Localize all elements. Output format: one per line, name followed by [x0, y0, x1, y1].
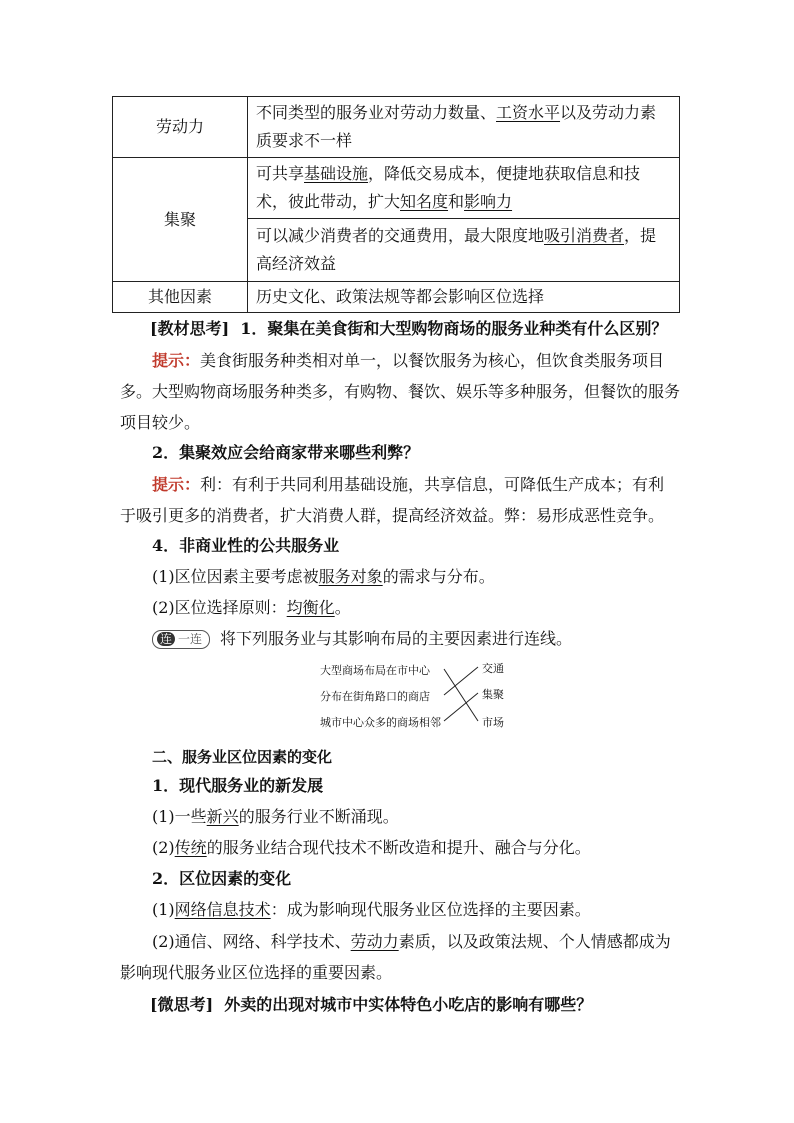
- part-2-subsection-1-title: 1．现代服务业的新发展: [152, 776, 324, 795]
- row-content: [248, 219, 680, 282]
- underlined-keyword: 吸引消费者: [544, 226, 625, 245]
- row-label: 劳动力: [113, 97, 248, 158]
- micro-think-question: [微思考] 外卖的出现对城市中实体特色小吃店的影响有哪些？: [150, 995, 593, 1014]
- text-segment: 可共享: [256, 164, 305, 183]
- hint-label: 提示：: [152, 351, 201, 370]
- underlined-keyword: 知名度: [400, 192, 449, 211]
- match-left-item: 大型商场布局在市中心: [320, 664, 430, 677]
- match-link-line: [444, 667, 478, 695]
- location-factors-table: [112, 96, 680, 313]
- micro-think-tag: [微思考]: [150, 995, 214, 1014]
- section-4-line-1: (1)区位因素主要考虑被服务对象的需求与分布。: [152, 567, 495, 586]
- section-4-title: 4．非商业性的公共服务业: [152, 536, 340, 555]
- part-2-subsection-2-line-1: (1)网络信息技术：成为影响现代服务业区位选择的主要因素。: [152, 900, 591, 919]
- hint-label: 提示：: [152, 475, 201, 494]
- part-2-heading: 二、服务业区位因素的变化: [152, 748, 333, 766]
- hint-answer-1: 提示：美食街服务种类相对单一，以餐饮服务为核心，但饮食类服务项目多。大型购物商场服务种类多，有购物、餐饮、娱乐等多种服务，但餐饮的服务项目较少。: [120, 351, 681, 432]
- match-right-item: 交通: [482, 662, 504, 675]
- row-label: 其他因素: [113, 282, 248, 313]
- row-content: [248, 158, 680, 219]
- match-right-item: 市场: [482, 716, 504, 729]
- match-left-item: 城市中心众多的商场相邻: [320, 716, 441, 729]
- text-segment: 以及劳动力素质要求不一样: [256, 103, 657, 150]
- textbook-think-question-2: 2．集聚效应会给商家带来哪些利弊？: [152, 443, 420, 462]
- text-segment: ，提高经济效益: [256, 226, 657, 273]
- matching-diagram: [320, 656, 520, 736]
- link-badge-icon: 连 一连: [152, 630, 210, 649]
- table-row: [113, 282, 680, 313]
- underlined-keyword: 基础设施: [304, 164, 369, 183]
- textbook-think-tag: [教材思考]: [150, 319, 230, 338]
- match-link-line: [444, 693, 478, 721]
- row-content: [248, 282, 680, 313]
- underlined-keyword: 工资水平: [496, 103, 561, 122]
- link-exercise-instruction: 连 一连 将下列服务业与其影响布局的主要因素进行连线。: [152, 624, 572, 654]
- textbook-think-question-1: [教材思考] 1．聚集在美食街和大型购物商场的服务业种类有什么区别？: [150, 319, 668, 338]
- row-label: 集聚: [113, 158, 248, 282]
- part-2-subsection-2-title: 2．区位因素的变化: [152, 869, 292, 888]
- table-row: [113, 158, 680, 219]
- text-segment: 历史文化、政策法规等都会影响区位选择: [256, 287, 545, 306]
- text-segment: 可以减少消费者的交通费用，最大限度地: [256, 226, 545, 245]
- part-2-subsection-1-line-1: (1)一些新兴的服务行业不断涌现。: [152, 807, 399, 826]
- match-link-line: [444, 669, 478, 721]
- part-2-subsection-2-line-2: (2)通信、网络、科学技术、劳动力素质，以及政策法规、个人情感都成为影响现代服务业区位选择的重要因素。: [120, 932, 671, 982]
- match-left-item: 分布在街角路口的商店: [320, 690, 430, 703]
- section-4-line-2: (2)区位选择原则：均衡化。: [152, 598, 351, 617]
- text-segment: 不同类型的服务业对劳动力数量、: [256, 103, 497, 122]
- text-segment: 和: [448, 192, 465, 211]
- text-segment: ，降低交易成本，便捷地获取信息和技术，彼此带动，扩大: [256, 164, 641, 211]
- match-right-item: 集聚: [482, 688, 504, 701]
- part-2-subsection-1-line-2: (2)传统的服务业结合现代技术不断改造和提升、融合与分化。: [152, 838, 591, 857]
- hint-answer-2: 提示：利：有利于共同利用基础设施，共享信息，可降低生产成本；有利于吸引更多的消费者，扩大消费人群，提高经济效益。弊：易形成恶性竞争。: [120, 475, 665, 525]
- row-content: [248, 97, 680, 158]
- underlined-keyword: 影响力: [464, 192, 513, 211]
- table-row: [113, 97, 680, 158]
